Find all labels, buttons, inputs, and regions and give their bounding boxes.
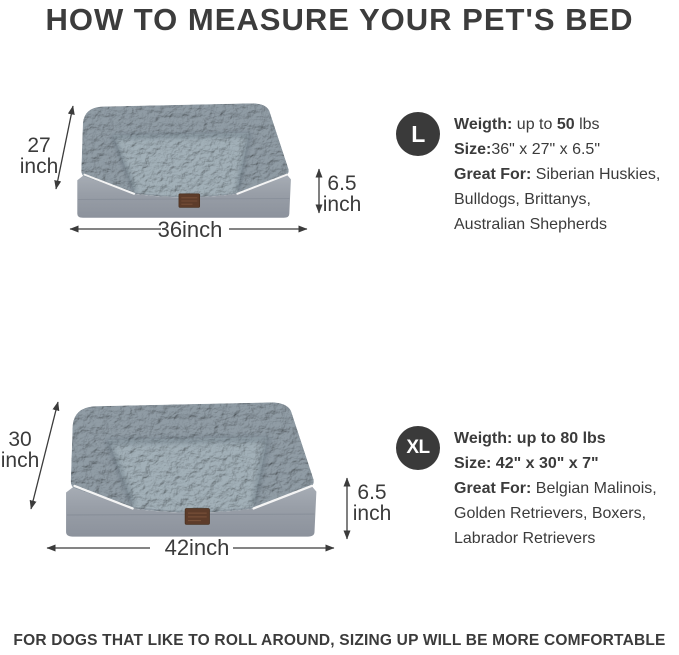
size-l-info: [396, 112, 679, 242]
great-for-line-2: Golden Retrievers, Boxers,: [454, 505, 647, 522]
size-xl-badge: XL: [396, 426, 440, 470]
great-for-line-2: Bulldogs, Brittanys,: [454, 191, 591, 208]
depth-dimension-label: 30 inch: [0, 428, 40, 472]
size-line: Size: 42" x 30" x 7": [454, 455, 599, 472]
weight-line: Weigth: up to 50 lbs: [454, 116, 600, 133]
size-line: Size:36" x 27" x 6.5": [454, 141, 600, 158]
footer-note: FOR DOGS THAT LIKE TO ROLL AROUND, SIZING UP WILL BE MORE COMFORTABLE: [13, 632, 666, 649]
page-title: HOW TO MEASURE YOUR PET'S BED: [45, 2, 634, 37]
great-for-line-3: Australian Shepherds: [454, 216, 607, 233]
weight-line: Weigth: up to 80 lbs: [454, 430, 606, 447]
figure-bed-l: [15, 85, 385, 263]
great-for-line: Great For: Siberian Huskies,: [454, 166, 661, 183]
great-for-line-3: Labrador Retrievers: [454, 530, 596, 547]
size-l-text: [454, 112, 660, 237]
great-for-line: Great For: Belgian Malinois,: [454, 480, 657, 497]
size-xl-text: [454, 426, 657, 551]
height-dimension-label: 6.5 inch: [352, 481, 392, 525]
width-dimension-label: 36inch: [157, 217, 223, 242]
size-l-badge: L: [396, 112, 440, 156]
depth-dimension-label: 27 inch: [19, 134, 59, 178]
size-xl-info: [396, 426, 679, 556]
height-dimension-label: 6.5 inch: [322, 172, 362, 216]
width-dimension-label: 42inch: [164, 535, 230, 560]
figure-bed-xl: [0, 395, 400, 585]
